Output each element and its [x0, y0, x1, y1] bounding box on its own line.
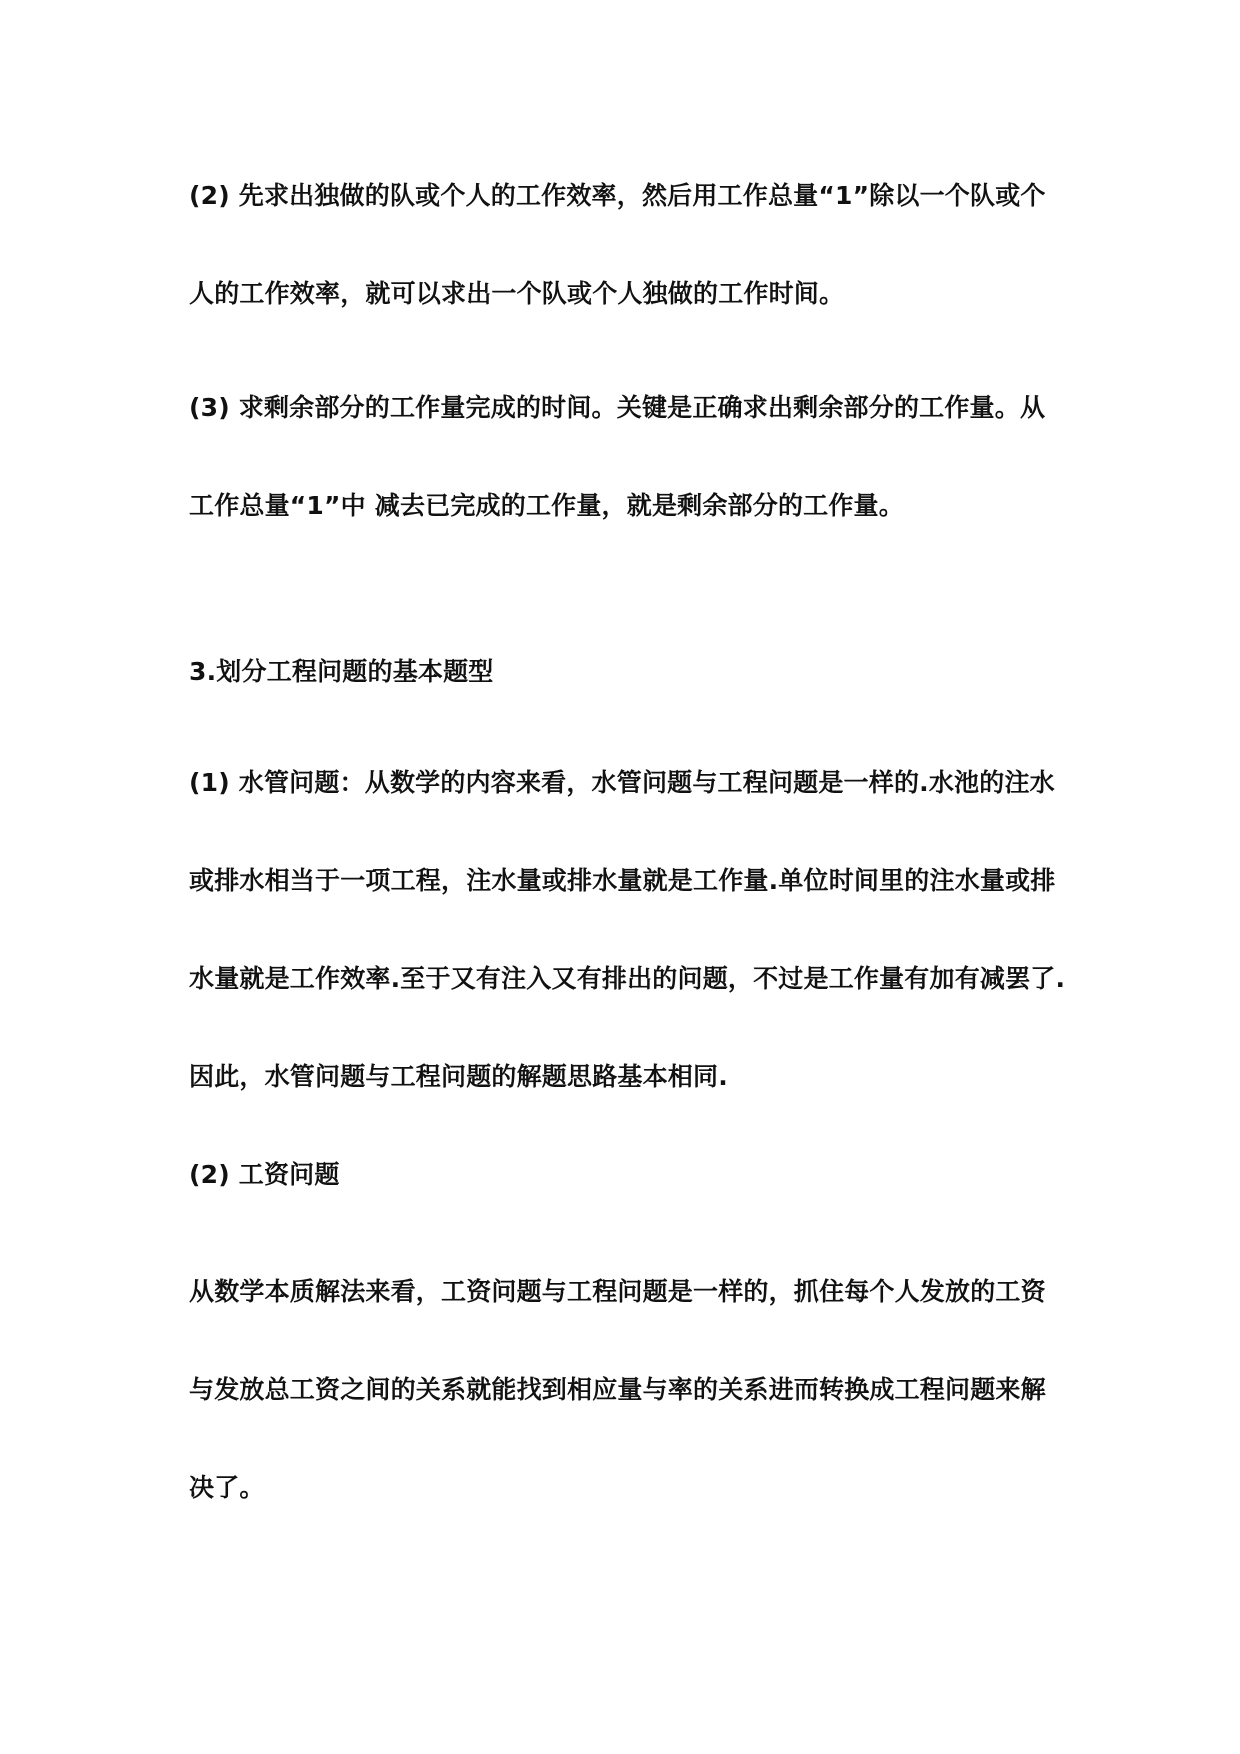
wage-line-1: 从数学本质解法来看，工资问题与工程问题是一样的，抓住每个人发放的工资	[189, 1277, 1046, 1306]
water-pipe-line-4: 因此，水管问题与工程问题的解题思路基本相同.	[189, 1062, 728, 1091]
paragraph-3-line-2: 工作总量“1”中 减去已完成的工作量，就是剩余部分的工作量。	[189, 491, 904, 520]
wage-heading: (2) 工资问题	[189, 1160, 340, 1189]
section-heading: 3.划分工程问题的基本题型	[189, 657, 494, 686]
water-pipe-line-1: (1) 水管问题：从数学的内容来看，水管问题与工程问题是一样的.水池的注水	[189, 768, 1055, 797]
paragraph-3-line-1: (3) 求剩余部分的工作量完成的时间。关键是正确求出剩余部分的工作量。从	[189, 393, 1046, 422]
water-pipe-line-3: 水量就是工作效率.至于又有注入又有排出的问题，不过是工作量有加有减罢了.	[189, 964, 1066, 993]
paragraph-2-line-1: (2) 先求出独做的队或个人的工作效率，然后用工作总量“1”除以一个队或个	[189, 181, 1046, 210]
water-pipe-line-2: 或排水相当于一项工程，注水量或排水量就是工作量.单位时间里的注水量或排	[189, 866, 1056, 895]
wage-line-3: 决了。	[189, 1473, 265, 1502]
wage-line-2: 与发放总工资之间的关系就能找到相应量与率的关系进而转换成工程问题来解	[189, 1375, 1046, 1404]
paragraph-2-line-2: 人的工作效率，就可以求出一个队或个人独做的工作时间。	[189, 279, 845, 308]
